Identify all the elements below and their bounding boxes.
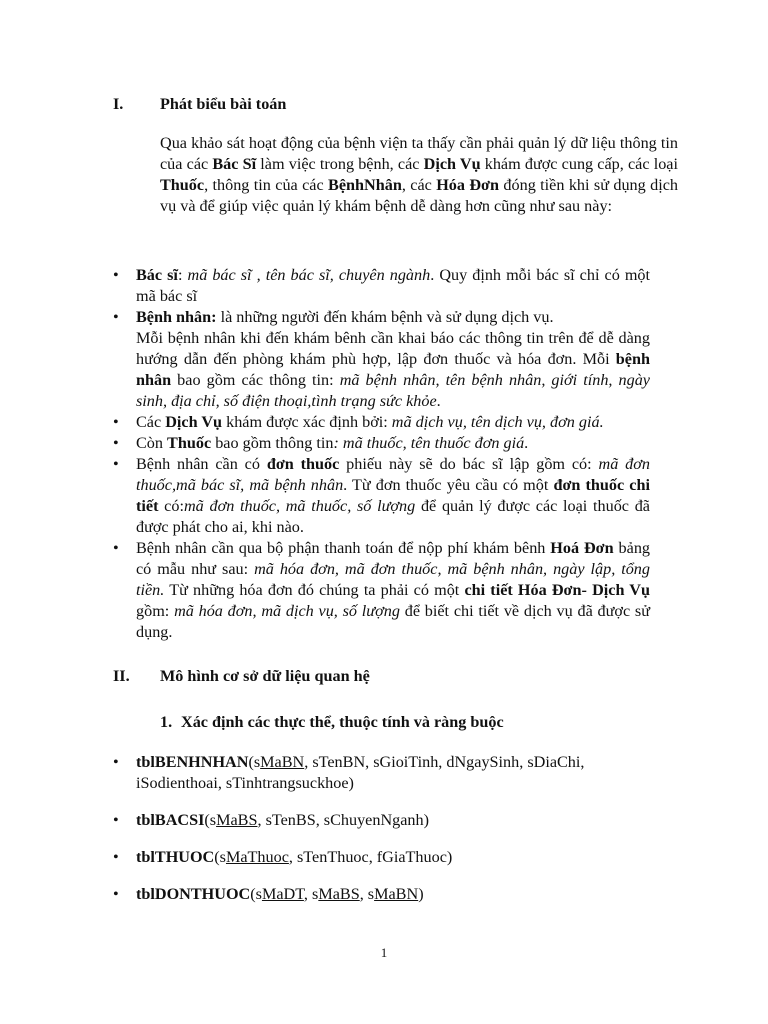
text-run: Các <box>136 413 166 431</box>
text-run: , các <box>401 176 437 194</box>
section-title: Mô hình cơ sở dữ liệu quan hệ <box>160 667 370 685</box>
section-number: II. <box>113 667 130 685</box>
bold-term: Bác sĩ <box>136 266 178 284</box>
key-field: MaBS <box>216 811 258 829</box>
text-run: gồm: <box>136 602 175 620</box>
text-run: bao gồm thông tin <box>211 434 334 452</box>
page-number: 1 <box>380 945 388 960</box>
italic-text: : mã thuốc, tên thuốc đơn giá <box>333 434 525 452</box>
italic-text: mã hóa đơn, mã đơn thuốc, mã bệnh nhân, ngày lập, tổng tiền. <box>136 560 650 599</box>
bold-term: Bệnh nhân: <box>136 308 217 326</box>
text-run: , sTenBS, sChuyenNganh) <box>257 811 429 829</box>
text-run: . <box>436 392 441 410</box>
key-field: MaBN <box>374 885 419 903</box>
bold-term: Bác Sĩ <box>212 155 257 173</box>
key-field: MaBN <box>260 753 305 771</box>
text-run: . Từ đơn thuốc yêu cầu có một <box>343 476 554 494</box>
text-run: (s <box>248 753 261 771</box>
requirement-item <box>0 412 650 433</box>
schema-item <box>0 752 656 794</box>
section-title: Phát biểu bài toán <box>160 95 287 113</box>
bold-term: Hóa Đơn <box>436 176 500 194</box>
text-run: để quản lý được các loại thuốc đã được phát cho ai, khi nào. <box>136 497 650 536</box>
bold-term: tblTHUOC <box>136 848 215 866</box>
requirement-item <box>0 433 650 454</box>
text-run: là những người đến khám bệnh và sử dụng dịch vụ. <box>216 308 554 326</box>
bold-term: bệnh nhân <box>136 350 650 389</box>
text-run: ) <box>418 885 424 903</box>
italic-text: mã hóa đơn, mã dịch vụ, số lượng <box>174 602 400 620</box>
bold-term: đơn thuốc <box>266 455 340 473</box>
text-run: Còn <box>136 434 168 452</box>
text-run: . Quy định mỗi bác sĩ chỉ có một mã bác sĩ <box>136 266 651 305</box>
text-run: : <box>177 266 188 284</box>
schema-list <box>0 752 768 921</box>
bold-term: tblBENHNHAN <box>136 753 249 771</box>
text-run: (s <box>250 885 262 903</box>
bold-term: Dịch Vụ <box>165 413 223 431</box>
requirement-item <box>0 454 650 538</box>
section-heading-2 <box>113 666 673 687</box>
requirements-list <box>0 265 768 643</box>
text-run: , thông tin của các <box>204 176 329 194</box>
text-run: , sTenBN, sGioiTinh, dNgaySinh, sDiaChi, iSodienthoai, sTinhtrangsuckhoe) <box>136 753 585 792</box>
text-run: khám được cung cấp, các loại <box>480 155 678 173</box>
key-field: MaThuoc <box>225 848 289 866</box>
bold-term: tblBACSI <box>136 811 205 829</box>
text-run: phiếu này sẽ do bác sĩ lập gồm có: <box>339 455 599 473</box>
text-run: Từ những hóa đơn đó chúng ta phải có một <box>164 581 465 599</box>
text-run: bảng có mẫu như sau: <box>136 539 651 578</box>
intro-paragraph <box>160 133 678 217</box>
bold-term: chi tiết Hóa Đơn- Dịch Vụ <box>464 581 651 599</box>
text-run: (s <box>214 848 226 866</box>
text-run: đóng tiền khi sử dụng dịch vụ và để giúp việc quản lý khám bệnh dễ dàng hơn cũng như sau này: <box>160 176 678 215</box>
bold-term: Hoá Đơn <box>550 539 614 557</box>
schema-item <box>0 884 656 905</box>
italic-text: mã bệnh nhân, tên bệnh nhân, giới tính, ngày sinh, địa chỉ, số điện thoại,tình trạng sức khỏe <box>136 371 650 410</box>
text-run: có: <box>158 497 184 515</box>
text-run: , s <box>359 885 375 903</box>
text-run: khám được xác định bởi: <box>222 413 392 431</box>
text-run: để biết chi tiết về dịch vụ đã được sử dụng. <box>136 602 651 641</box>
italic-text: mã đơn thuốc, mã thuốc, số lượng <box>183 497 416 515</box>
text-run: Bệnh nhân cần qua bộ phận thanh toán để nộp phí khám bênh <box>136 539 551 557</box>
italic-text: mã đơn thuốc,mã bác sĩ, mã bệnh nhân <box>136 455 650 494</box>
subsection-number: 1. <box>160 713 173 731</box>
italic-text: mã bác sĩ , tên bác sĩ, chuyên ngành <box>187 266 431 284</box>
section-number: I. <box>113 95 124 113</box>
italic-text: mã dịch vụ, tên dịch vụ, đơn giá. <box>391 413 604 431</box>
key-field: MaBS <box>318 885 360 903</box>
subsection-title: Xác định các thực thể, thuộc tính và ràng buộc <box>181 713 504 731</box>
requirement-item <box>0 265 650 307</box>
text-run: Bệnh nhân cần có <box>136 455 267 473</box>
text-run: . <box>524 434 529 452</box>
requirement-item <box>0 307 650 412</box>
section-heading-1 <box>113 94 673 115</box>
requirement-item <box>0 538 650 643</box>
bold-term: Thuốc <box>160 176 205 194</box>
bold-term: BệnhNhân <box>328 176 402 194</box>
bold-term: tblDONTHUOC <box>136 885 251 903</box>
subsection-heading <box>160 712 680 733</box>
bold-term: đơn thuốc chi tiết <box>136 476 650 515</box>
text-run: bao gồm các thông tin: <box>171 371 340 389</box>
bold-term: Dịch Vụ <box>423 155 481 173</box>
bold-term: Thuốc <box>167 434 212 452</box>
text-run: Qua khảo sát hoạt động của bệnh viện ta thấy cần phải quản lý dữ liệu thông tin của các <box>160 134 678 173</box>
key-field: MaDT <box>261 885 304 903</box>
text-run: làm việc trong bệnh, các <box>256 155 424 173</box>
text-run: (s <box>204 811 217 829</box>
text-run: , sTenThuoc, fGiaThuoc) <box>288 848 453 866</box>
text-run: Mỗi bệnh nhân khi đến khám bênh cần khai báo các thông tin trên để dễ dàng hướng dẫn đến phòng khám phù hợp, lập đơn thuốc và hóa đơn. Mỗi <box>136 329 650 368</box>
schema-item <box>0 847 656 868</box>
text-run: , s <box>303 885 319 903</box>
schema-item <box>0 810 656 831</box>
